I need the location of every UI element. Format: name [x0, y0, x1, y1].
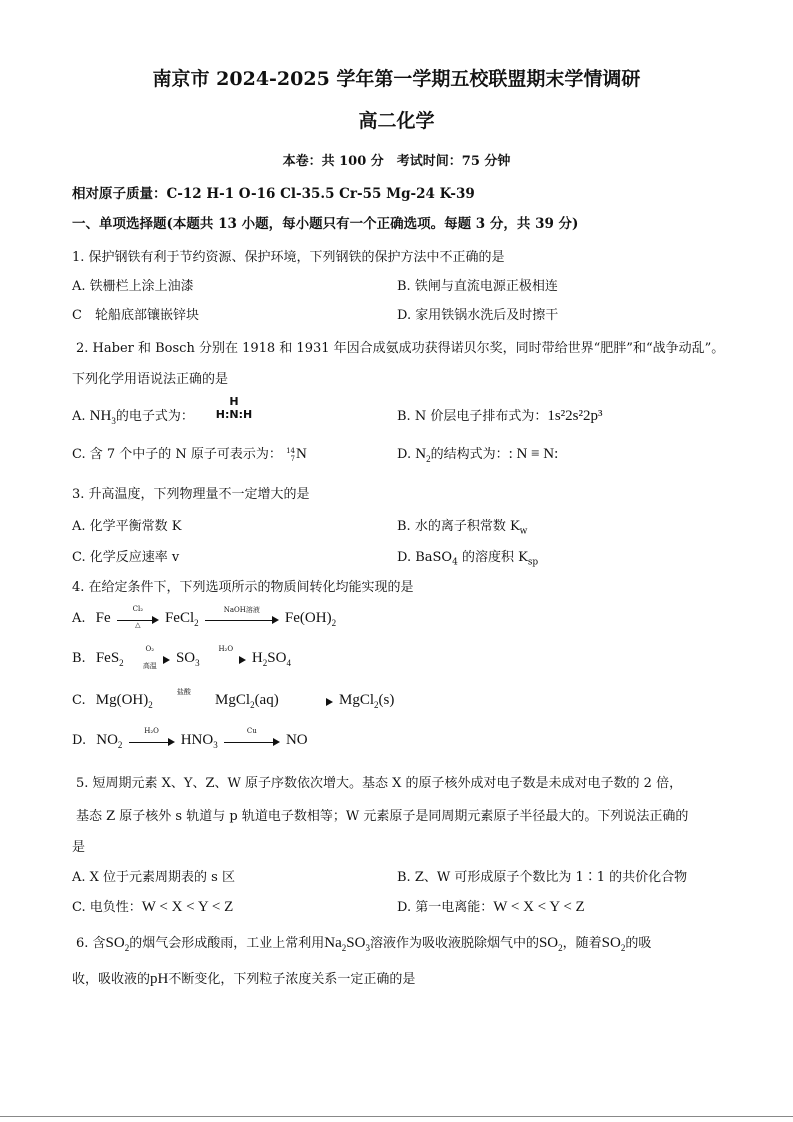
q5-option-b: B. Z、W 可形成原子个数比为 1∶1 的共价化合物 [397, 870, 688, 885]
q4-option-a: A. Fe Cl₂ △ FeCl$_2$ NaOH溶液 $Fe(OH)_2$ [72, 604, 337, 629]
nh3-formula: $NH_3$ [89, 408, 116, 426]
q5-stem-line2: 基态 Z 原子核外 s 轨道与 p 轨道电子数相等；W 元素原子是同周期元素原子半径最大的。下列说法正确的 [76, 809, 689, 824]
lewis-top-h: H [229, 395, 239, 408]
nuclide-symbol: N [296, 446, 307, 462]
q5-option-d: D. 第一电离能：W < X < Y < Z [397, 899, 585, 915]
q2-option-d [397, 443, 558, 464]
q2-d-text: 的结构式为： [430, 447, 509, 462]
q2-b-text: B. N 价层电子排布式为： [397, 409, 548, 424]
electron-config: 1s²2s²2p³ [547, 408, 603, 424]
q2-option-c [72, 443, 307, 463]
nuclide-notation: 14 7 [286, 446, 295, 463]
q1-option-b: B. 铁闸与直流电源正极相连 [397, 279, 558, 294]
q2-stem-line2: 下列化学用语说法正确的是 [72, 372, 229, 387]
q6-stem-line1: 6. 含$SO_2$的烟气会形成酸雨，工业上常利用$Na_2SO_3$溶液作为吸收液脱除烟气中的$SO_2$，随着$SO_2$的吸 [76, 935, 652, 953]
q1-stem: 1. 保护钢铁有利于节约资源、保护环境，下列钢铁的保护方法中不正确的是 [72, 250, 505, 265]
exam-info: 本卷：共 100 分 考试时间：75 分钟 [282, 154, 511, 169]
q5-stem-line3: 是 [72, 840, 86, 855]
q4-stem: 4. 在给定条件下，下列选项所示的物质间转化均能实现的是 [72, 580, 414, 595]
q2-c-text: C. 含 7 个中子的 N 原子可表示为： [72, 447, 282, 462]
q2-a-text: 的电子式为： [115, 409, 194, 424]
q4-option-d: D. $NO_2$ H₂O $HNO_3$ Cu NO [72, 726, 308, 750]
q5-stem-line1: 5. 短周期元素 X、Y、Z、W 原子序数依次增大。基态 X 的原子核外成对电子数是未成对电子数的 2 倍， [76, 776, 683, 791]
q2-stem-line1: 2. Haber 和 Bosch 分别在 1918 和 1931 年因合成氨成功获得诺贝尔奖，同时带给世界“肥胖”和“战争动乱”。 [76, 341, 725, 356]
q5-option-a: A. X 位于元素周期表的 s 区 [72, 870, 235, 885]
reaction-arrow: H₂O [129, 735, 175, 747]
reaction-arrow: 盐酸 [159, 695, 209, 707]
reaction-arrow: Cl₂ △ [117, 613, 159, 625]
q5-option-c: C. 电负性：W < X < Y < Z [72, 899, 234, 915]
reaction-arrow: H₂O [206, 653, 246, 665]
n2-formula: $N_2$ [415, 446, 431, 464]
q3-option-c: C. 化学反应速率 v [72, 550, 180, 565]
q4-option-c: C. $Mg(OH)_2$ 盐酸 MgCl$_2$(aq) MgCl$_2$(s) [72, 687, 395, 710]
section-heading: 一、单项选择题(本题共 13 小题，每小题只有一个正确选项。每题 3 分，共 39 分) [72, 216, 579, 232]
q2-d-label: D. [397, 447, 412, 462]
atomic-mass-line: 相对原子质量：C-12 H-1 O-16 Cl-35.5 Cr-55 Mg-24 K-39 [72, 186, 475, 202]
reaction-arrow: Cu [224, 735, 280, 747]
q3-option-d: D. BaSO$_4$ 的溶度积 $K_{sp}$ [397, 550, 539, 568]
q4-option-b: B. FeS$_2$ O₂ 高温 $SO_3$ H₂O $H_2SO_4$ [72, 644, 291, 670]
q3-option-b: B. 水的离子积常数 $K_w$ [397, 519, 528, 537]
n2-structure: : N ≡ N: [508, 446, 559, 462]
q1-option-a: A. 铁栅栏上涂上油漆 [72, 279, 194, 294]
reaction-arrow: NaOH溶液 [205, 613, 279, 625]
q1-option-c: C 轮船底部镶嵌锌块 [72, 308, 199, 323]
q3-option-a: A. 化学平衡常数 K [72, 519, 182, 534]
q2-a-label: A. [72, 409, 86, 424]
q3-stem: 3. 升高温度，下列物理量不一定增大的是 [72, 487, 310, 502]
page-bottom-rule [0, 1116, 793, 1117]
lewis-mid-row: H:N:H [215, 408, 253, 421]
q2-option-b [397, 405, 603, 425]
subject-title: 高二化学 [358, 110, 435, 132]
reaction-arrow [285, 695, 333, 707]
q6-stem-line2: 收，吸收液的pH不断变化，下列粒子浓度关系一定正确的是 [72, 971, 416, 987]
exam-title: 南京市 2024-2025 学年第一学期五校联盟期末学情调研 [152, 68, 641, 90]
q1-option-d: D. 家用铁锅水洗后及时擦干 [397, 308, 559, 323]
nh3-lewis-structure [214, 396, 254, 422]
q2-option-a [72, 405, 194, 426]
reaction-arrow: O₂ 高温 [130, 653, 170, 665]
